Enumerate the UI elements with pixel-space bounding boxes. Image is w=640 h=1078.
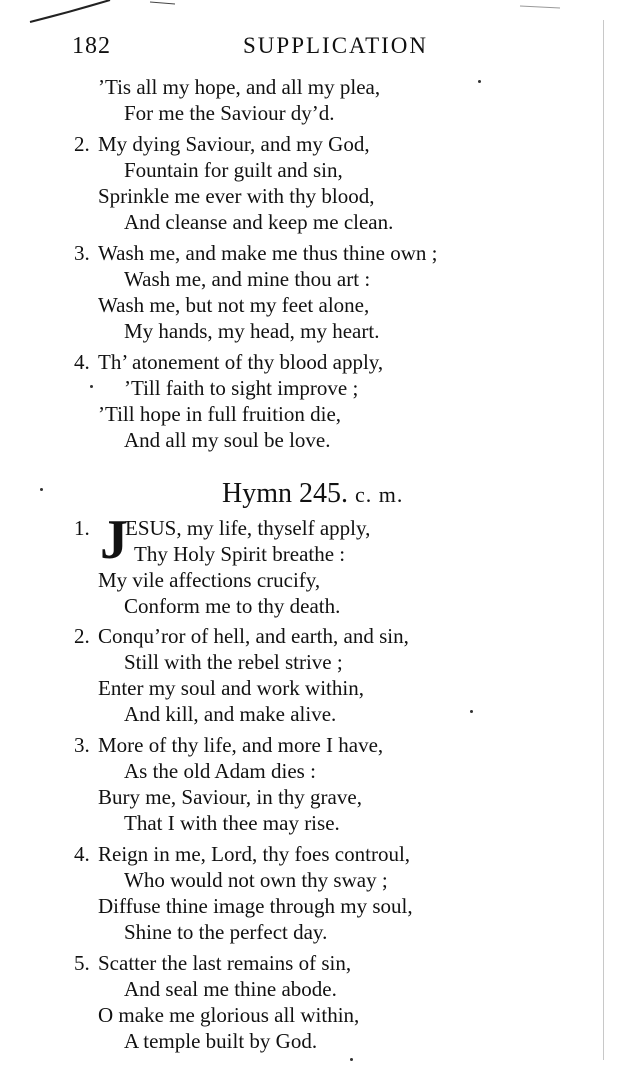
verse-line: My dying Saviour, and my God, <box>98 132 370 156</box>
running-title: SUPPLICATION <box>243 33 429 58</box>
drop-cap: J <box>100 509 128 571</box>
verse-line: Wash me, and make me thus thine own ; <box>98 241 438 265</box>
verse-line: Fountain for guilt and sin, <box>124 158 343 182</box>
verse-line: Still with the rebel strive ; <box>124 650 343 674</box>
verse-line: Sprinkle me ever with thy blood, <box>98 184 375 208</box>
verse-number: 2. <box>74 624 90 648</box>
verse-line: And cleanse and keep me clean. <box>124 210 394 234</box>
verse-line: And all my soul be love. <box>124 428 331 452</box>
hymn-title: Hymn 245. <box>222 478 348 509</box>
verse-line: My vile affections crucify, <box>98 568 321 592</box>
ink-speck <box>350 1058 353 1061</box>
verse-line: Bury me, Saviour, in thy grave, <box>98 785 362 809</box>
verse-line: As the old Adam dies : <box>124 759 316 783</box>
verse-line: Wash me, and mine thou art : <box>124 267 371 291</box>
verse-number: 4. <box>74 350 90 374</box>
verse-number: 1. <box>74 516 90 540</box>
ink-speck <box>470 710 473 713</box>
verse-line: That I with thee may rise. <box>124 811 340 835</box>
page-number: 182 <box>72 33 111 59</box>
verse-line: Enter my soul and work within, <box>98 676 364 700</box>
verse-line: Who would not own thy sway ; <box>124 868 388 892</box>
verse-number: 5. <box>74 951 90 975</box>
page-gutter-rule <box>603 20 604 1060</box>
verse-number: 4. <box>74 842 90 866</box>
verse-line: Conqu’ror of hell, and earth, and sin, <box>98 624 409 648</box>
hymn-heading <box>222 478 403 510</box>
verse-line: O make me glorious all within, <box>98 1003 360 1027</box>
verse-number: 3. <box>74 241 90 265</box>
verse-line: A temple built by God. <box>124 1029 318 1053</box>
ink-speck <box>40 488 43 491</box>
verse-line: Conform me to thy death. <box>124 594 341 618</box>
hymn-meter: c. m. <box>355 482 404 507</box>
verse-line: ’Till faith to sight improve ; <box>124 376 359 400</box>
ink-speck <box>90 385 93 388</box>
verse-line: And seal me thine abode. <box>124 977 337 1001</box>
verse-line: Wash me, but not my feet alone, <box>98 293 370 317</box>
verse-line: Shine to the perfect day. <box>124 920 328 944</box>
ink-speck <box>478 80 481 83</box>
verse-number: 2. <box>74 132 90 156</box>
verse-line: More of thy life, and more I have, <box>98 733 384 757</box>
verse-line: For me the Saviour dy’d. <box>124 101 335 125</box>
verse-line: Thy Holy Spirit breathe : <box>134 542 346 566</box>
page-edge-mark <box>0 0 640 30</box>
verse-line: ESUS, my life, thyself apply, <box>125 516 371 540</box>
verse-line: Diffuse thine image through my soul, <box>98 894 413 918</box>
verse-line: And kill, and make alive. <box>124 702 337 726</box>
verse-line: ’Tis all my hope, and all my plea, <box>98 75 381 99</box>
verse-line: My hands, my head, my heart. <box>124 319 380 343</box>
verse-line: Th’ atonement of thy blood apply, <box>98 350 384 374</box>
verse-line: ’Till hope in full fruition die, <box>98 402 342 426</box>
verse-line: Scatter the last remains of sin, <box>98 951 352 975</box>
verse-number: 3. <box>74 733 90 757</box>
verse-line: Reign in me, Lord, thy foes controul, <box>98 842 411 866</box>
